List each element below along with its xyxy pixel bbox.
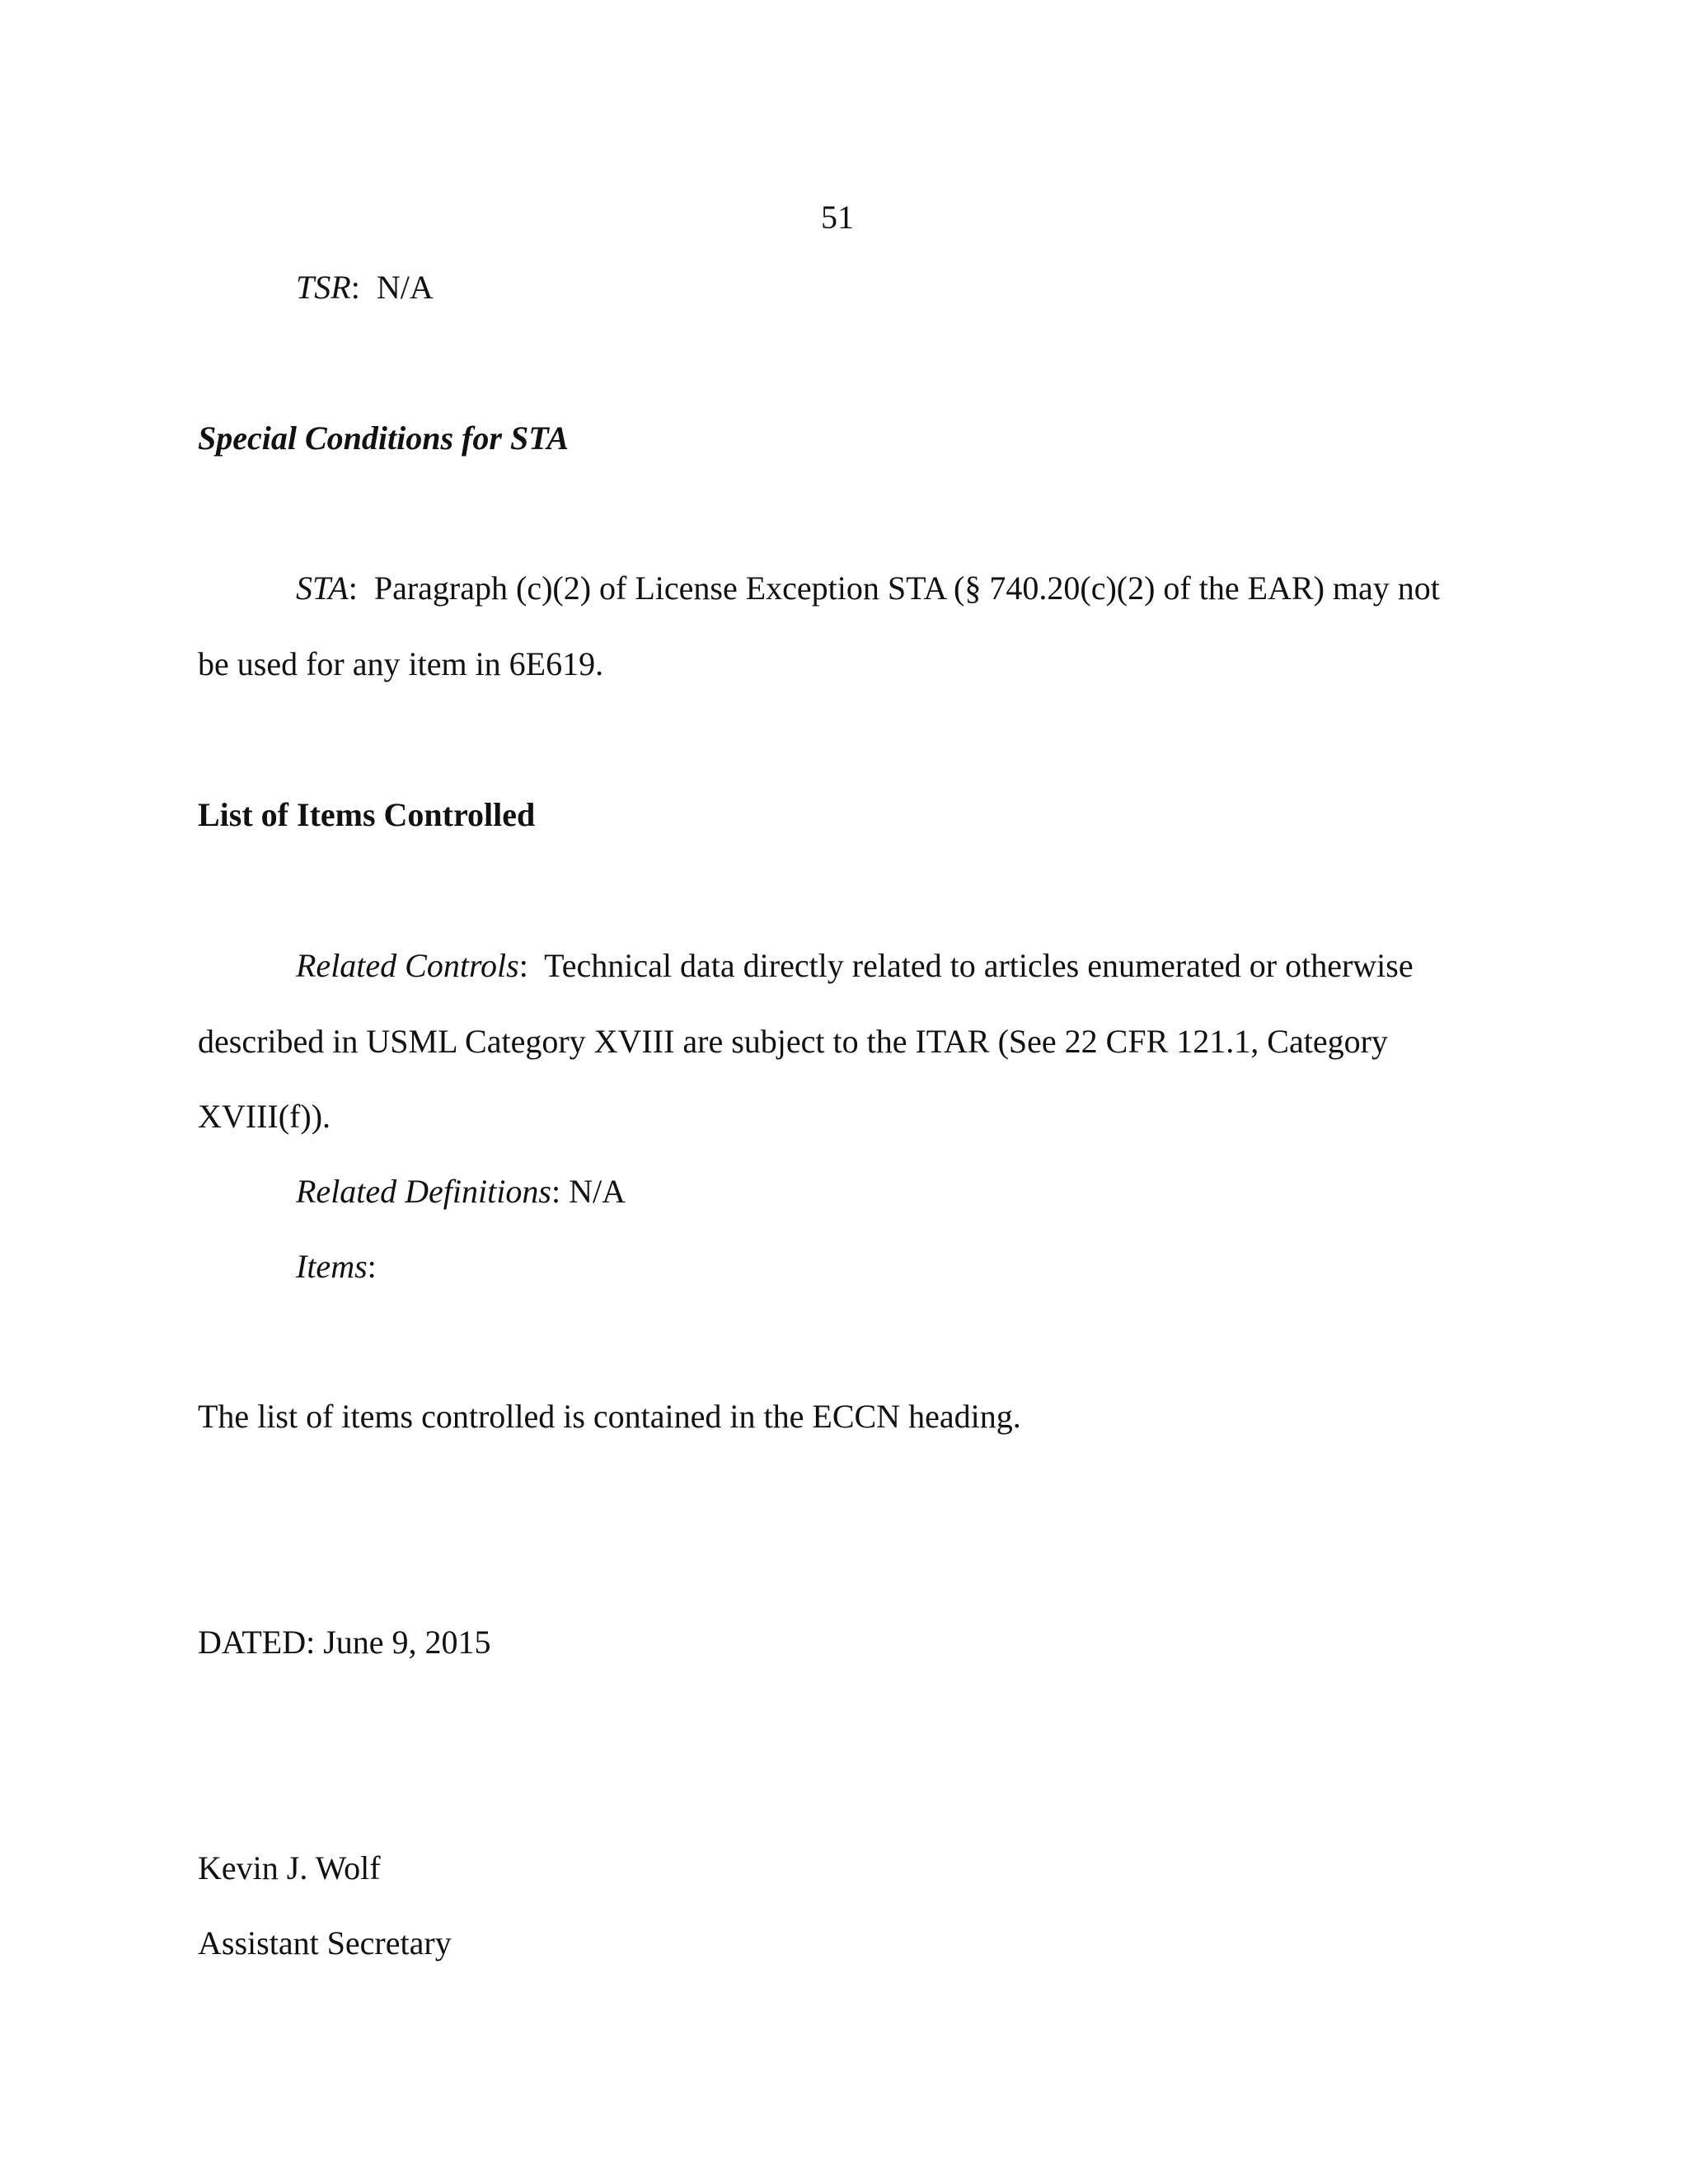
- dated-line: DATED: June 9, 2015: [198, 1624, 491, 1661]
- sta-paragraph-line-1: [296, 569, 1440, 608]
- related-controls-line-1: [296, 946, 1414, 986]
- sta-label: STA: [296, 569, 349, 607]
- related-definitions-separator: :: [551, 1173, 570, 1210]
- tsr-label: TSR: [296, 269, 351, 306]
- items-label: Items: [296, 1248, 368, 1285]
- related-controls-text: Technical data directly related to articles enumerated or otherwise: [544, 947, 1414, 984]
- related-controls-separator: :: [518, 947, 545, 984]
- signatory-title: Assistant Secretary: [198, 1924, 452, 1961]
- related-definitions-line: [296, 1172, 626, 1212]
- related-controls-line-2: described in USML Category XVIII are subject to the ITAR (See 22 CFR 121.1, Category: [198, 1023, 1388, 1060]
- page-number: 51: [821, 199, 854, 236]
- tsr-separator: :: [350, 269, 377, 306]
- related-definitions-value: N/A: [569, 1173, 626, 1210]
- related-controls-label: Related Controls: [296, 947, 519, 984]
- tsr-value: N/A: [376, 269, 434, 306]
- special-conditions-heading: Special Conditions for STA: [198, 419, 570, 457]
- items-separator: :: [367, 1248, 377, 1285]
- items-text: The list of items controlled is contained in the ECCN heading.: [198, 1398, 1021, 1435]
- tsr-line: [296, 268, 434, 307]
- sta-paragraph-line-2: be used for any item in 6E619.: [198, 645, 604, 682]
- related-controls-line-3: XVIII(f)).: [198, 1098, 331, 1135]
- sta-text: Paragraph (c)(2) of License Exception STA (§ 740.20(c)(2) of the EAR) may not: [373, 569, 1440, 607]
- items-line: [296, 1247, 377, 1286]
- list-of-items-heading: List of Items Controlled: [198, 796, 536, 833]
- sta-separator: :: [348, 569, 374, 607]
- related-definitions-label: Related Definitions: [296, 1173, 551, 1210]
- signatory-name: Kevin J. Wolf: [198, 1849, 381, 1886]
